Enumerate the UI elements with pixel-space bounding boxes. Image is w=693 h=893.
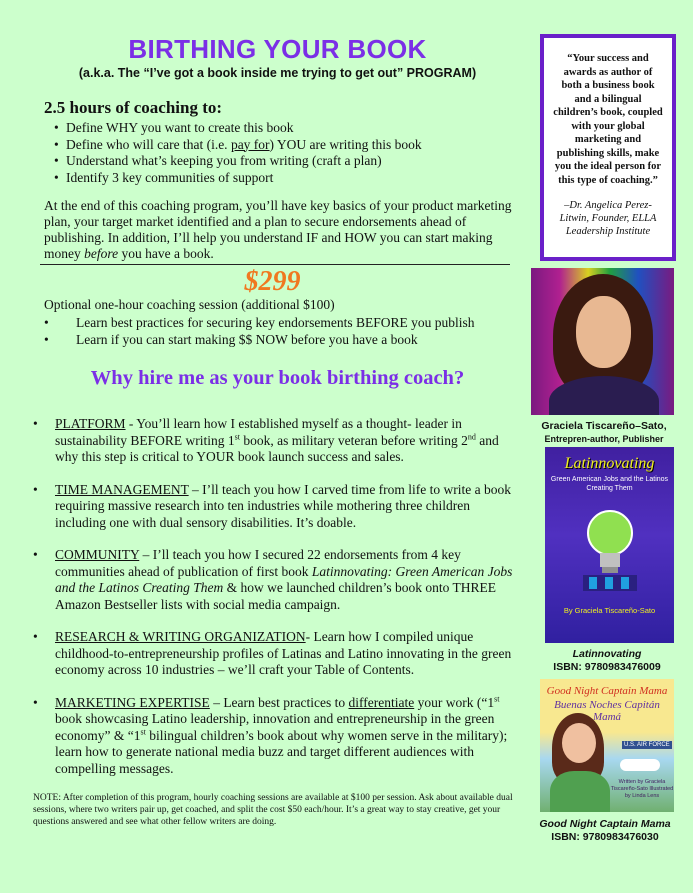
- cover-title: Latinnovating: [564, 455, 655, 472]
- book-cover-latinnovating: [545, 447, 674, 643]
- coaching-heading: 2.5 hours of coaching to:: [44, 98, 223, 117]
- footer-note: NOTE: After completion of this program, hourly coaching sessions are available at $100 per session. Ask about available dual sessions, where two writers pair up, get coached, and split the cost $50 each/hour. It’s a great way to stay creative, get your questions answered and see what other fellow writers are doing.: [33, 793, 513, 827]
- benefit-community: • COMMUNITY – I’ll teach you how I secured 22 endorsements from 4 key communities ahead of publication of first book Latinnovating: Green American Jobs and the Latinos Creating Them & how we launched children’s book onto THREE Amazon Bestseller lists with social media campaign.: [33, 547, 513, 613]
- divider: [40, 264, 510, 265]
- page-title: BIRTHING YOUR BOOK: [128, 34, 427, 64]
- testimonial-attribution: –Dr. Angelica Perez-Litwin, Founder, ELLA Leadership Institute: [559, 200, 657, 237]
- book-cover-captain-mama: [540, 679, 674, 812]
- program-intro: At the end of this coaching program, you’ll have key basics of your product marketing plan, your target market identified and a plan to secure endorsements ahead of publishing. In addition, I’ll help you understand IF and HOW you can start making money before you have a book.: [44, 198, 512, 261]
- list-item: • Learn best practices for securing key endorsements BEFORE you publish: [44, 314, 515, 332]
- page-subtitle: (a.k.a. The “I’ve got a book inside me trying to get out” PROGRAM): [78, 66, 477, 80]
- book-caption-captain-mama: [530, 818, 680, 844]
- book-isbn: ISBN: 9780983476009: [553, 661, 661, 673]
- list-item: • Identify 3 key communities of support: [54, 170, 515, 187]
- book-isbn: ISBN: 9780983476030: [551, 831, 659, 843]
- testimonial-text: “Your success and awards as author of both a business book and a bilingual children’s book, coupled with your global marketing and publishing skills, make you the ideal person for this type of coaching.”: [553, 53, 663, 186]
- testimonial-box: [540, 34, 676, 261]
- author-photo: [531, 268, 674, 415]
- author-role: Entrepren-author, Publisher: [544, 434, 664, 444]
- cover-title-en: Good Night Captain Mama: [546, 685, 668, 697]
- list-item: • Define WHY you want to create this book: [54, 120, 515, 137]
- author-caption: [533, 420, 675, 445]
- cover-sign: U.S. AIR FORCE: [624, 742, 670, 748]
- book-title: Good Night Captain Mama: [539, 818, 671, 830]
- list-item: • Define who will care that (i.e. pay for) YOU are writing this book: [54, 137, 515, 154]
- benefit-time-management: • TIME MANAGEMENT – I’ll teach you how I carved time from life to write a book requiring massive research into ten industries while mothering three children including one with dual sensory disabilities. It’s doable.: [33, 482, 513, 532]
- cover-byline: Written by Graciela Tiscareño-Sato Illustrated by Linda Lens: [610, 779, 674, 799]
- optional-list: [44, 314, 515, 349]
- benefit-list: [33, 416, 513, 793]
- book-title: Latinnovating: [572, 648, 642, 660]
- optional-session: Optional one-hour coaching session (additional $100): [44, 297, 335, 312]
- airplane-icon: [620, 759, 660, 771]
- list-item: • Understand what’s keeping you from writing (craft a plan): [54, 153, 515, 170]
- benefit-platform: • PLATFORM - You’ll learn how I established myself as a thought- leader in sustainability BEFORE writing 1st book, as military veteran before writing 2nd and why this step is critical to YOUR book launch success and sales.: [33, 416, 513, 466]
- cover-subtitle: Green American Jobs and the Latinos Creating Them: [550, 476, 669, 492]
- price: $299: [244, 266, 301, 297]
- benefit-marketing: • MARKETING EXPERTISE – Learn best practices to differentiate your work (“1st book showcasing Latino leadership, innovation and entrepreneurship in the green economy” & “1st bilingual children’s book about why women serve in the military); learn how to generate national media buzz and target different audiences with compelling messages.: [33, 695, 513, 778]
- why-heading: Why hire me as your book birthing coach?: [90, 366, 465, 389]
- cover-author: By Graciela Tiscareño-Sato: [563, 606, 656, 615]
- lightbulb-icon: [575, 503, 645, 593]
- author-name: Graciela Tiscareño–Sato,: [541, 420, 667, 432]
- main-column: [40, 34, 515, 390]
- coaching-list: [54, 120, 515, 186]
- list-item: • Learn if you can start making $$ NOW before you have a book: [44, 331, 515, 349]
- benefit-research: • RESEARCH & WRITING ORGANIZATION- Learn how I compiled unique childhood-to-entrepreneurship profiles of Latinas and Latino innovating in the green economy across 10 industries – we’ll craft your Table of Contents.: [33, 629, 513, 679]
- cover-title-es: Buenas Noches Capitán Mamá: [554, 699, 660, 723]
- book-caption-latinnovating: [532, 648, 682, 674]
